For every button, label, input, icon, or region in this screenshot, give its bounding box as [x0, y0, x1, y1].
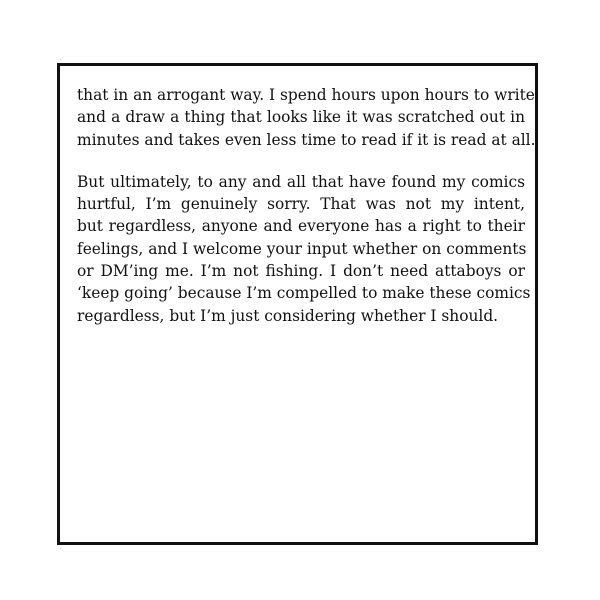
text-line: ‘keep going’ because I’m compelled to make these comics: [77, 284, 531, 303]
text-line: regardless, but I’m just considering whether I should.: [77, 306, 499, 325]
text-line: and a draw a thing that looks like it was scratched out in: [77, 108, 525, 127]
text-line: minutes and takes even less time to read if it is read at all.: [77, 130, 536, 149]
body-text: [77, 84, 536, 327]
text-line: feelings, and I welcome your input whether on comments: [77, 239, 527, 258]
paragraph-1: [77, 84, 536, 151]
text-line: but regardless, anyone and everyone has a right to their: [77, 217, 525, 236]
text-line: hurtful, I’m genuinely sorry. That was not my intent,: [77, 195, 525, 214]
paragraph-2: [77, 171, 531, 327]
text-line: But ultimately, to any and all that have found my comics: [77, 172, 525, 191]
text-line: that in an arrogant way. I spend hours upon hours to write: [77, 86, 535, 104]
paragraph-spacer: [77, 151, 525, 171]
text-line: or DM’ing me. I’m not fishing. I don’t need attaboys or: [77, 262, 525, 281]
comic-panel: [57, 63, 538, 545]
